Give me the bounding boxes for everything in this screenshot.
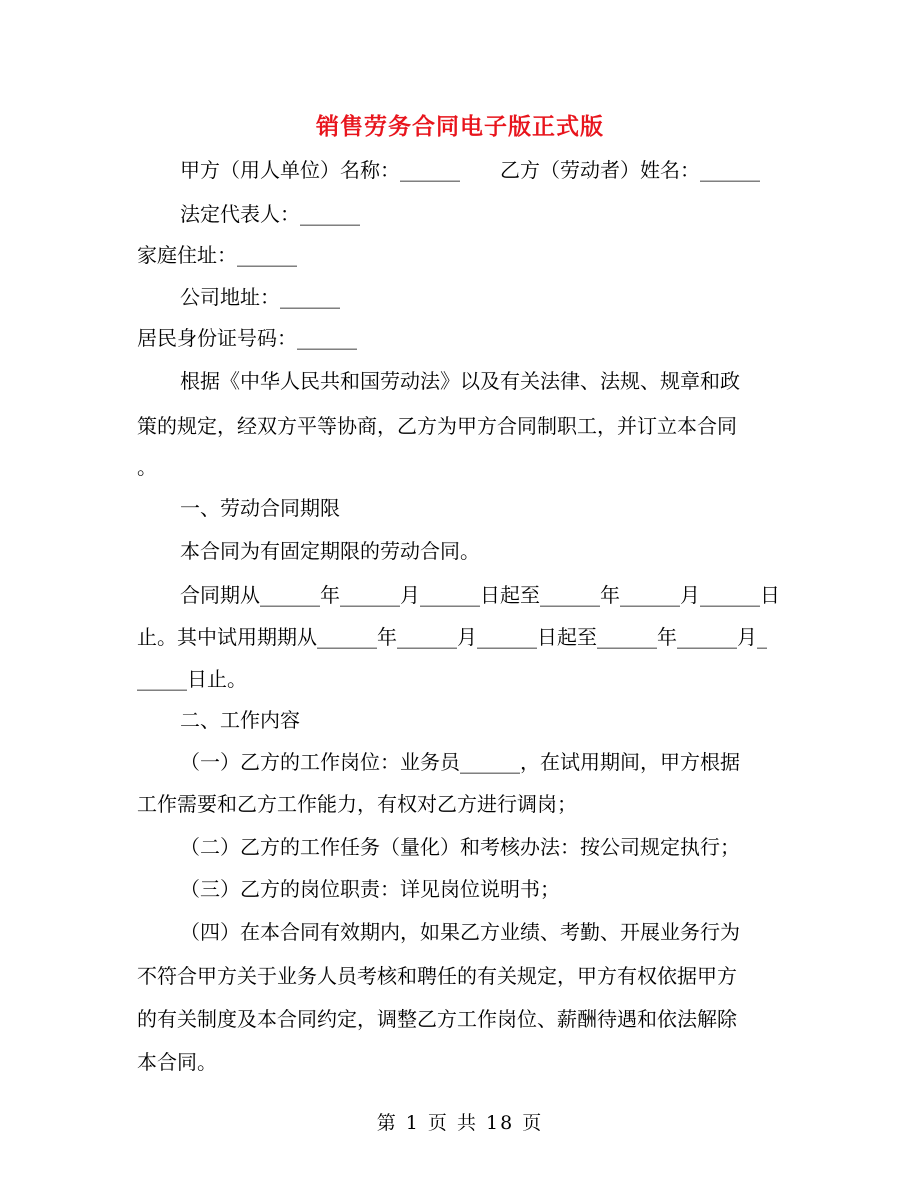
paragraph-line: 本合同。	[137, 1050, 217, 1074]
line-legal-representative: 法定代表人：______	[180, 202, 360, 226]
page-footer: 第 1 页 共 18 页	[376, 1112, 544, 1134]
paragraph-line: 策的规定，经双方平等协商，乙方为甲方合同制职工，并订立本合同	[137, 414, 737, 438]
paragraph-line: 本合同为有固定期限的劳动合同。	[180, 539, 480, 563]
document-title: 销售劳务合同电子版正式版	[316, 113, 604, 140]
paragraph-line: （二）乙方的工作任务（量化）和考核办法：按公司规定执行；	[180, 835, 740, 859]
paragraph-line: 根据《中华人民共和国劳动法》以及有关法律、法规、规章和政	[180, 369, 740, 393]
paragraph-line: （三）乙方的岗位职责：详见岗位说明书；	[180, 877, 560, 901]
paragraph-line: 。	[137, 455, 157, 479]
paragraph-line: 止。其中试用期期从______年______月______日起至______年______月_	[137, 625, 767, 649]
paragraph-line: 不符合甲方关于业务人员考核和聘任的有关规定，甲方有权依据甲方	[137, 964, 737, 988]
line-party-names: 甲方（用人单位）名称：______ 乙方（劳动者）姓名：______	[180, 158, 760, 182]
paragraph-line: 工作需要和乙方工作能力，有权对乙方进行调岗；	[137, 792, 577, 816]
line-id-number: 居民身份证号码：______	[137, 326, 357, 350]
paragraph-line: （四）在本合同有效期内，如果乙方业绩、考勤、开展业务行为	[180, 920, 740, 944]
paragraph-line: 合同期从______年______月______日起至______年______月______日	[180, 583, 780, 607]
paragraph-line: _____日止。	[137, 667, 247, 691]
line-company-address: 公司地址：______	[180, 285, 340, 309]
paragraph-line: 的有关制度及本合同约定，调整乙方工作岗位、薪酬待遇和依法解除	[137, 1007, 737, 1031]
line-home-address: 家庭住址：______	[137, 243, 297, 267]
paragraph-line: （一）乙方的工作岗位：业务员______，在试用期间，甲方根据	[180, 750, 740, 774]
section-heading-term: 一、劳动合同期限	[180, 496, 340, 520]
section-heading-work: 二、工作内容	[180, 708, 300, 732]
